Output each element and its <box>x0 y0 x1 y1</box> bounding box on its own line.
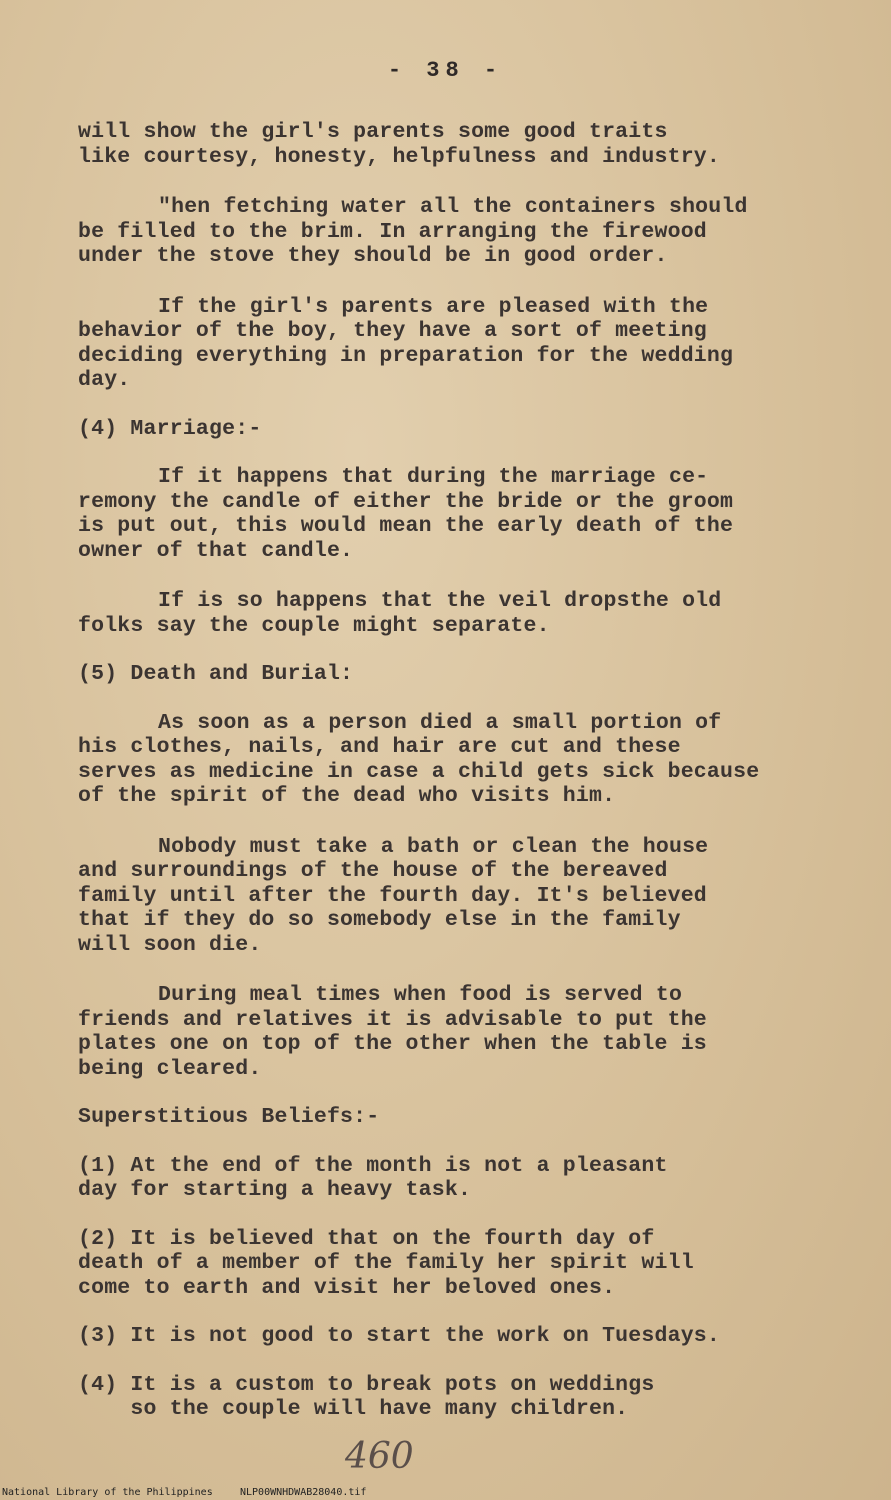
text-line: folks say the couple might separate. <box>78 613 550 638</box>
text-line: under the stove they should be in good order. <box>78 244 668 268</box>
text-line: As soon as a person died a small portion of <box>158 710 722 735</box>
text-line: If is so happens that the veil dropsthe old <box>158 589 722 613</box>
text-line: will soon die. <box>78 932 262 957</box>
text-line: that if they do so somebody else in the family <box>78 908 681 932</box>
text-line: of the spirit of the dead who visits him. <box>78 784 616 808</box>
text-line: During meal times when food is served to <box>158 983 683 1007</box>
paragraph <box>78 835 848 958</box>
paragraph <box>78 295 848 393</box>
text-line: serves as medicine in case a child gets sick because <box>78 759 760 784</box>
list-item <box>78 1227 848 1301</box>
text-line: day for starting a heavy task. <box>78 1178 472 1202</box>
text-line: being cleared. <box>78 1056 262 1081</box>
text-line: (4) It is a custom to break pots on weddings <box>78 1372 655 1397</box>
list-item <box>78 1324 848 1349</box>
paragraph <box>78 711 848 809</box>
text-line: day. <box>78 368 131 392</box>
paragraph <box>78 120 848 169</box>
section-heading-death-burial: (5) Death and Burial: <box>78 662 354 686</box>
text-line: his clothes, nails, and hair are cut and these <box>78 735 681 759</box>
document-body <box>78 114 848 1422</box>
text-line: come to earth and visit her beloved ones. <box>78 1275 616 1300</box>
text-line: behavior of the boy, they have a sort of meeting <box>78 319 707 343</box>
text-line: family until after the fourth day. It's believed <box>78 883 707 908</box>
text-line: like courtesy, honesty, helpfulness and industry. <box>78 144 721 169</box>
text-line: death of a member of the family her spirit will <box>78 1251 694 1275</box>
paragraph <box>78 465 848 563</box>
text-line: so the couple will have many children. <box>78 1397 629 1421</box>
footer-filename: NLP00WNHDWAB28040.tif <box>240 1487 367 1498</box>
list-item <box>78 1154 848 1203</box>
section-heading-superstitious-beliefs: Superstitious Beliefs:- <box>78 1105 380 1129</box>
text-line: is put out, this would mean the early death of the <box>78 514 734 538</box>
text-line: be filled to the brim. In arranging the firewood <box>78 219 707 244</box>
text-line: owner of that candle. <box>78 538 354 563</box>
text-line: If the girl's parents are pleased with the <box>158 294 709 319</box>
list-item <box>78 1373 848 1422</box>
text-line: plates one on top of the other when the table is <box>78 1032 707 1056</box>
text-line: (3) It is not good to start the work on Tuesdays. <box>78 1324 721 1348</box>
text-line: and surroundings of the house of the bereaved <box>78 859 668 883</box>
text-line: will show the girl's parents some good traits <box>78 120 668 144</box>
handwritten-page-number: 460 <box>345 1436 414 1477</box>
footer-library: National Library of the Philippines <box>2 1487 213 1498</box>
paragraph <box>78 589 848 638</box>
text-line: remony the candle of either the bride or the groom <box>78 489 734 514</box>
text-line: "hen fetching water all the containers should <box>158 195 748 219</box>
paragraph <box>78 195 848 269</box>
text-line: If it happens that during the marriage ce- <box>158 465 709 489</box>
text-line: deciding everything in preparation for the wedding <box>78 343 734 368</box>
text-line: Nobody must take a bath or clean the house <box>158 834 709 859</box>
text-line: (1) At the end of the month is not a pleasant <box>78 1153 668 1178</box>
paragraph <box>78 983 848 1081</box>
text-line: friends and relatives it is advisable to put the <box>78 1007 707 1032</box>
section-heading-marriage: (4) Marriage:- <box>78 416 262 441</box>
text-line: (2) It is believed that on the fourth day of <box>78 1226 655 1251</box>
page-number: - 38 - <box>387 58 504 83</box>
